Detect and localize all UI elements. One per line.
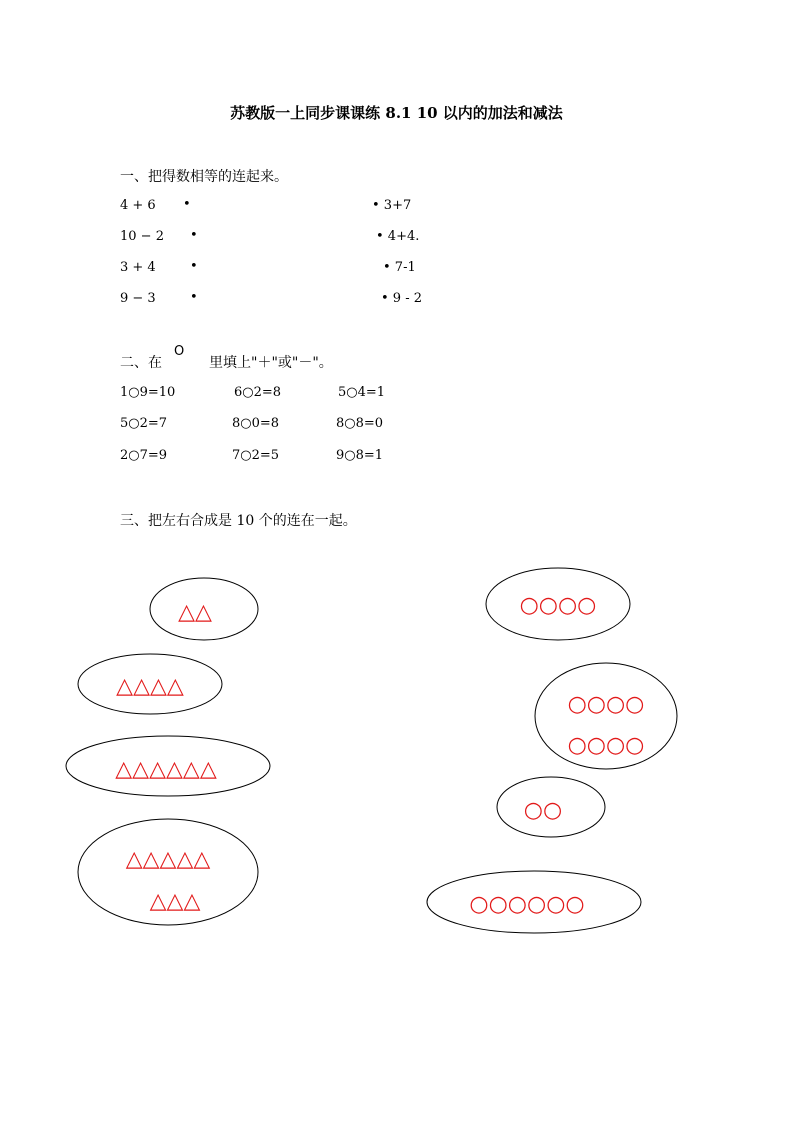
circle-group-8[interactable] (535, 663, 677, 769)
circle-icons: ○○○○ (567, 692, 645, 717)
fill-item-3-2[interactable]: 7○2=5 (232, 448, 280, 463)
circle-symbol-icon: O (174, 344, 185, 359)
fill-item-1-1[interactable]: 1○9=10 (120, 385, 176, 400)
section3-heading: 三、把左右合成是 10 个的连在一起。 (120, 513, 357, 529)
circle-group-2[interactable] (497, 777, 605, 837)
left-dot-1[interactable]: • (183, 197, 191, 212)
fill-item-1-3[interactable]: 5○4=1 (338, 385, 386, 400)
circle-icons: ○○○○ (567, 733, 645, 758)
section2-heading-end: 里填上"＋"或"－"。 (209, 355, 333, 371)
triangle-group-6[interactable] (66, 736, 270, 796)
left-expression-1: 4 + 6 (120, 198, 156, 213)
circle-group-6[interactable] (427, 871, 641, 933)
right-expression-1[interactable]: • 3+7 (372, 198, 412, 213)
page-title: 苏教版一上同步课课练 8.1 10 以内的加法和减法 (230, 104, 563, 122)
triangle-group-2[interactable] (150, 578, 258, 640)
right-expression-3[interactable]: • 7-1 (383, 260, 416, 275)
circle-group-4[interactable] (486, 568, 630, 640)
triangle-icons: △△△△ (116, 674, 184, 699)
left-dot-4[interactable]: • (190, 290, 198, 305)
circle-icons: ○○○○ (519, 593, 597, 618)
triangle-icons: △△ (178, 600, 212, 625)
section2-heading-start: 二、在 (120, 355, 162, 371)
triangle-icons: △△△△△ (125, 847, 211, 872)
fill-item-2-1[interactable]: 5○2=7 (120, 416, 168, 431)
fill-item-2-2[interactable]: 8○0=8 (232, 416, 280, 431)
left-expression-4: 9 − 3 (120, 291, 156, 306)
triangle-group-4[interactable] (78, 654, 222, 714)
right-expression-4[interactable]: • 9 - 2 (381, 291, 422, 306)
triangle-group-8[interactable] (78, 819, 258, 925)
fill-item-1-2[interactable]: 6○2=8 (234, 385, 282, 400)
circle-icons: ○○ (523, 798, 563, 823)
left-dot-2[interactable]: • (190, 228, 198, 243)
section1-heading: 一、把得数相等的连起来。 (120, 169, 288, 185)
triangle-icons: △△△ (149, 889, 201, 914)
left-dot-3[interactable]: • (190, 259, 198, 274)
left-expression-3: 3 + 4 (120, 260, 156, 275)
left-expression-2: 10 − 2 (120, 229, 164, 244)
right-expression-2[interactable]: • 4+4. (376, 229, 420, 244)
fill-item-3-1[interactable]: 2○7=9 (120, 448, 168, 463)
fill-item-2-3[interactable]: 8○8=0 (336, 416, 384, 431)
triangle-icons: △△△△△△ (115, 757, 217, 782)
fill-item-3-3[interactable]: 9○8=1 (336, 448, 384, 463)
circle-icons: ○○○○○○ (469, 892, 585, 917)
